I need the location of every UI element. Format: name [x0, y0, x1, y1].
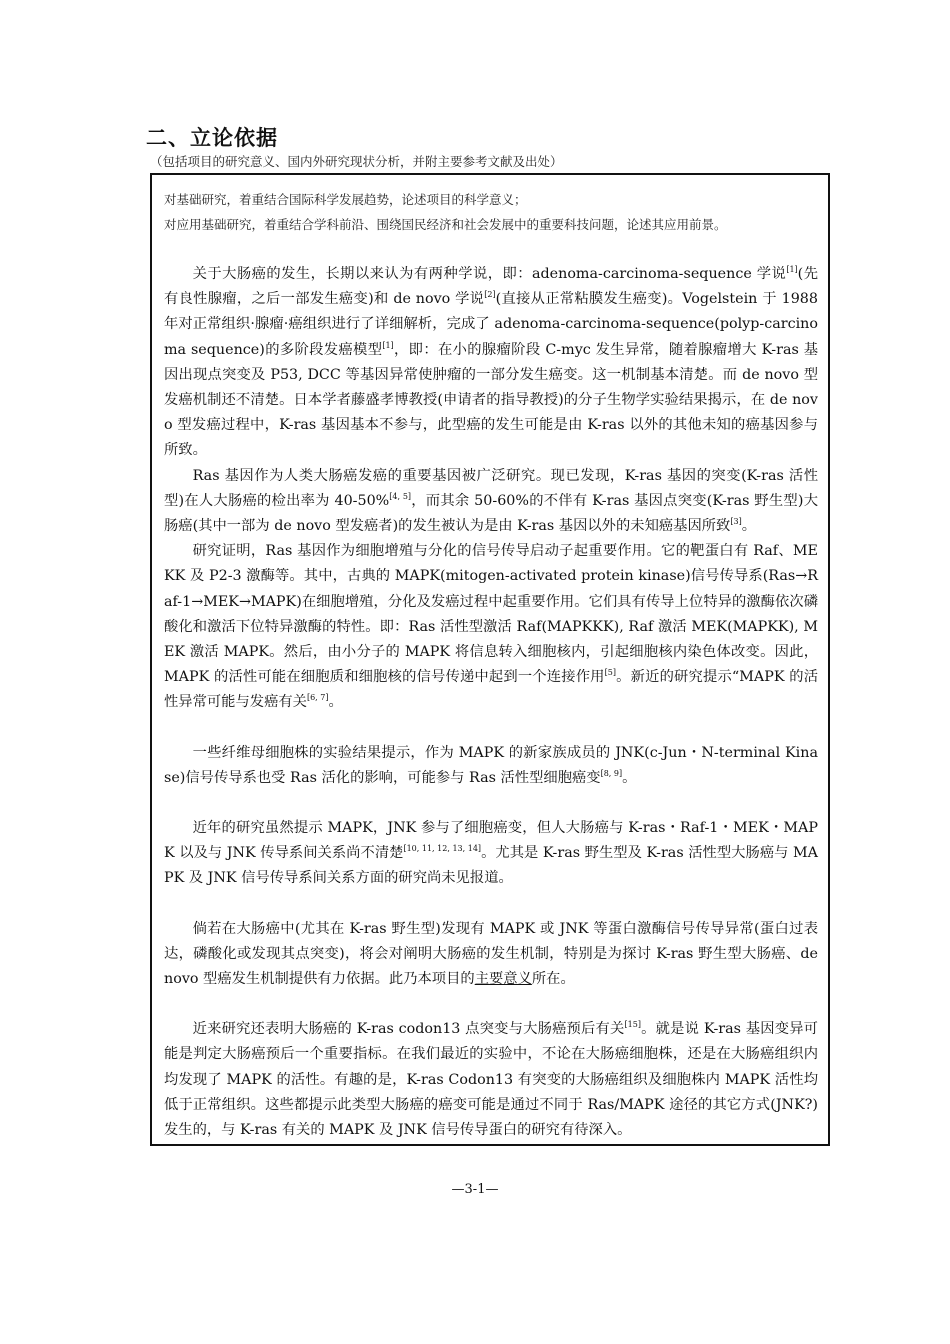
spacer — [164, 237, 818, 262]
citation: [1] — [786, 265, 798, 275]
section-subtitle: （包括项目的研究意义、国内外研究现状分析，并附主要参考文献及出处） — [150, 154, 563, 169]
paragraph-3: 研究证明，Ras 基因作为细胞增殖与分化的信号传导启动子起重要作用。它的靶蛋白有 Raf、MEKK 及 P2-3 激酶等。其中，古典的 MAPK(mitogen-activated protein kinase)信号传导系(Ras→Raf-1→MEK→MAPK)在细胞增殖，分化及发癌过程中起重要作用。它们具有传导上位特异的激酶依次磷酸化和激活下位特异激酶的特性。即：Ras 活性型激活 Raf(MAPKKK), Raf 激活 MEK(MAPKK), MEK 激活 MAPK。然后，由小分子的 MAPK 将信息转入细胞核内，引起细胞核内染色体改变。因此，MAPK 的活性可能在细胞质和细胞核的信号传递中起到一个连接作用[5]。新近的研究提示“MAPK 的活性异常可能与发癌有关[6, 7]。 — [164, 543, 818, 711]
paragraph-5: 近年的研究虽然提示 MAPK，JNK 参与了细胞癌变，但人大肠癌与 K-ras・Raf-1・MEK・MAPK 以及与 JNK 传导系间关系尚不清楚[10, 11, 12, 13, 14]。尤其是 K-ras 野生型及 K-ras 活性型大肠癌与 MAPK 及 JNK 信号传导系间关系方面的研究尚未见报道。 — [164, 820, 818, 887]
spacer — [164, 791, 818, 816]
guidance-line-basic: 对基础研究，着重结合国际科学发展趋势，论述项目的科学意义； — [164, 192, 527, 207]
citation: [5] — [604, 668, 616, 678]
content-frame — [150, 173, 830, 1146]
content-body — [164, 187, 818, 1143]
emphasis-main-significance: 主要意义 — [474, 971, 532, 988]
citation: [1] — [382, 340, 394, 350]
paragraph-1: 关于大肠癌的发生，长期以来认为有两种学说，即：adenoma-carcinoma-sequence 学说[1](先有良性腺瘤，之后一部发生癌变)和 de novo 学说[2](直接从正常粘膜发生癌变)。Vogelstein 于 1988 年对正常组织·腺瘤·癌组织进行了详细解析，完成了 adenoma-carcinoma-sequence(polyp-carcinoma sequence)的多阶段发癌模型[1]，即：在小的腺瘤阶段 C-myc 发生异常，随着腺瘤增大 K-ras 基因出现点突变及 P53, DCC 等基因异常使肿瘤的一部分发生癌变。这一机制基本清楚。而 de novo 型发癌机制还不清楚。日本学者藤盛孝博教授(申请者的指导教授)的分子生物学实验结果揭示，在 de novo 型发癌过程中，K-ras 基因基本不参与，此型癌的发生可能是由 K-ras 以外的其他未知的癌基因参与所致。 — [164, 265, 819, 459]
citation: [6, 7] — [306, 693, 329, 703]
paragraph-7: 近来研究还表明大肠癌的 K-ras codon13 点突变与大肠癌预后有关[15]。就是说 K-ras 基因变异可能是判定大肠癌预后一个重要指标。在我们最近的实验中，不论在大肠癌细胞株，还是在大肠癌组织内均发现了 MAPK 的活性。有趣的是，K-ras Codon13 有突变的大肠癌组织及细胞株内 MAPK 活性均低于正常组织。这些都提示此类型大肠癌的癌变可能是通过不同于 Ras/MAPK 途径的其它方式(JNK?)发生的，与 K-ras 有关的 MAPK 及 JNK 信号传导蛋白的研究有待深入。 — [164, 1020, 818, 1139]
citation: [8, 9] — [600, 769, 623, 779]
guidance-line-applied: 对应用基础研究，着重结合学科前沿、围绕国民经济和社会发展中的重要科技问题，论述其应用前景。 — [164, 217, 727, 232]
section-title: 二、立论依据 — [146, 126, 278, 150]
paragraph-6: 倘若在大肠癌中(尤其在 K-ras 野生型)发现有 MAPK 或 JNK 等蛋白激酶信号传导异常(蛋白过表达，磷酸化或发现其点突变)，将会对阐明大肠癌的发生机制，特别是为探讨 K-ras 野生型大肠癌、de novo 型癌发生机制提供有力依据。此乃本项目的主要意义所在。 — [164, 920, 818, 988]
page-number: —3-1— — [451, 1182, 499, 1197]
paragraph-4: 一些纤维母细胞株的实验结果提示，作为 MAPK 的新家族成员的 JNK(c-Jun・N-terminal Kinase)信号传导系也受 Ras 活化的影响，可能参与 Ras 活性型细胞癌变[8, 9]。 — [164, 744, 818, 786]
spacer — [164, 716, 818, 741]
citation: [3] — [730, 517, 742, 527]
citation: [2] — [484, 290, 496, 300]
spacer — [164, 992, 818, 1017]
citation: [4, 5] — [389, 492, 412, 502]
spacer — [164, 892, 818, 917]
paragraph-2: Ras 基因作为人类大肠癌发癌的重要基因被广泛研究。现已发现，K-ras 基因的突变(K-ras 活性型)在人大肠癌的检出率为 40-50%[4, 5]，而其余 50-60%的不伴有 K-ras 基因点突变(K-ras 野生型)大肠癌(其中一部为 de novo 型发癌者)的发生被认为是由 K-ras 基因以外的未知癌基因所致[3]。 — [164, 467, 819, 535]
citation: [10, 11, 12, 13, 14] — [403, 844, 482, 854]
citation: [15] — [624, 1020, 641, 1030]
